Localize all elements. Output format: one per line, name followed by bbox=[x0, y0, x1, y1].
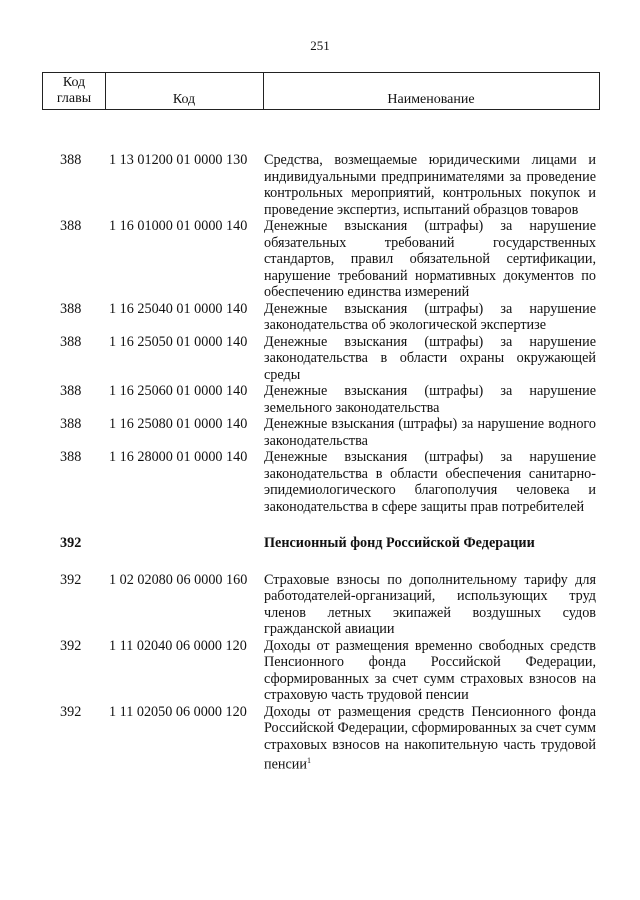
table-row bbox=[0, 704, 640, 774]
table-header bbox=[42, 72, 600, 110]
budget-code: 1 16 25080 01 0000 140 bbox=[109, 416, 248, 432]
chapter-code: 388 bbox=[60, 383, 82, 399]
item-name: Денежные взыскания (штрафы) за нарушение водного законодательства bbox=[264, 416, 596, 449]
budget-code: 1 16 25060 01 0000 140 bbox=[109, 383, 248, 399]
table-row bbox=[0, 152, 640, 218]
spacer bbox=[0, 552, 640, 572]
chapter-code: 388 bbox=[60, 449, 82, 465]
header-code: Код bbox=[172, 92, 196, 107]
table-row bbox=[0, 383, 640, 416]
table-row bbox=[0, 416, 640, 449]
header-chapter-code-line2: главы bbox=[56, 91, 92, 106]
item-name: Денежные взыскания (штрафы) за нарушение земельного законодательства bbox=[264, 383, 596, 416]
chapter-code: 392 bbox=[60, 571, 82, 588]
item-name: Денежные взыскания (штрафы) за нарушение обязательных требований государственных стандартов, правил обязательной сертификации, нарушение требований нормативных документов по обеспечению единства измерений bbox=[264, 218, 596, 300]
budget-code: 1 11 02040 06 0000 120 bbox=[109, 637, 247, 654]
chapter-code: 392 bbox=[60, 637, 82, 654]
header-chapter-code bbox=[43, 75, 105, 107]
footnote-marker: 1 bbox=[306, 756, 311, 765]
page-number: 251 bbox=[310, 38, 330, 53]
table-row bbox=[0, 334, 640, 384]
item-name: Денежные взыскания (штрафы) за нарушение законодательства в области обеспечения санитарно-эпидемиологического благополучия человека и законодательства в сфере защиты прав потребителей bbox=[264, 449, 596, 515]
table-row bbox=[0, 449, 640, 515]
section-chapter-code: 392 bbox=[60, 535, 82, 551]
budget-code: 1 16 25050 01 0000 140 bbox=[109, 333, 248, 350]
header-chapter-code-line1: Код bbox=[62, 75, 86, 90]
spacer bbox=[0, 515, 640, 535]
budget-code: 1 13 01200 01 0000 130 bbox=[109, 152, 248, 168]
table-row bbox=[0, 218, 640, 301]
table-row bbox=[0, 572, 640, 638]
item-name: Страховые взносы по дополнительному тарифу для работодателей-организаций, использующих труд членов летных экипажей воздушных судов гражданской авиации bbox=[264, 571, 596, 637]
item-name bbox=[264, 704, 596, 774]
budget-code: 1 11 02050 06 0000 120 bbox=[109, 703, 247, 720]
section-name: Пенсионный фонд Российской Федерации bbox=[264, 535, 535, 551]
budget-code: 1 16 25040 01 0000 140 bbox=[109, 300, 248, 317]
budget-code: 1 16 28000 01 0000 140 bbox=[109, 449, 248, 465]
item-name: Денежные взыскания (штрафы) за нарушение законодательства в области охраны окружающей среды bbox=[264, 333, 596, 383]
chapter-code: 388 bbox=[60, 152, 82, 168]
chapter-code: 388 bbox=[60, 416, 82, 432]
chapter-code: 388 bbox=[60, 218, 82, 234]
chapter-code: 388 bbox=[60, 333, 82, 350]
budget-code: 1 16 01000 01 0000 140 bbox=[109, 218, 248, 234]
chapter-code: 392 bbox=[60, 703, 82, 720]
section-heading-row bbox=[0, 535, 640, 552]
item-name-text: Доходы от размещения средств Пенсионного фонда Российской Федерации, сформированных за счет сумм страховых взносов на накопительную часть трудовой пенсии bbox=[264, 703, 596, 773]
table-row bbox=[0, 638, 640, 704]
budget-code: 1 02 02080 06 0000 160 bbox=[109, 571, 248, 588]
item-name: Средства, возмещаемые юридическими лицами и индивидуальными предпринимателями за проведение контрольных мероприятий, контрольных покупок и проведение экспертиз, испытаний образцов товаров bbox=[264, 152, 596, 218]
header-name: Наименование bbox=[387, 92, 475, 107]
item-name: Доходы от размещения временно свободных средств Пенсионного фонда Российской Федерации, сформированных за счет сумм страховых взносов на страховую часть трудовой пенсии bbox=[264, 637, 596, 703]
item-name: Денежные взыскания (штрафы) за нарушение законодательства об экологической экспертизе bbox=[264, 300, 596, 333]
table-row bbox=[0, 301, 640, 334]
table-body bbox=[0, 152, 640, 773]
chapter-code: 388 bbox=[60, 300, 82, 317]
